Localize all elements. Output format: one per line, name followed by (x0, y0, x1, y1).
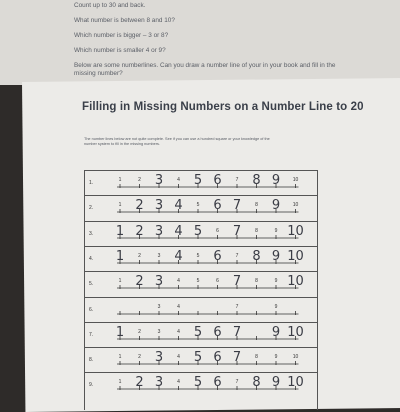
number-line (110, 196, 310, 221)
number-line-row (85, 195, 317, 221)
printed-number: 4 (177, 177, 180, 183)
number-line-row (85, 271, 317, 297)
printed-number: 4 (177, 278, 180, 285)
row-number: 9. (89, 382, 94, 389)
number-line (110, 348, 310, 373)
handwritten-number: 7 (232, 350, 242, 366)
number-line-row (85, 221, 317, 247)
number-line-table (84, 170, 318, 410)
printed-number: 7 (235, 379, 239, 386)
number-line-row (85, 246, 317, 272)
handwritten-number: 3 (154, 173, 164, 188)
printed-number: 5 (196, 252, 200, 259)
printed-number: 4 (177, 303, 180, 310)
printed-number: 10 (292, 202, 299, 209)
printed-number: 1 (118, 202, 122, 209)
printed-number: 3 (157, 303, 161, 310)
handwritten-number: 8 (252, 248, 261, 264)
printed-number: 9 (274, 278, 278, 285)
printed-number: 2 (138, 354, 141, 361)
printed-number: 8 (255, 202, 258, 209)
handwritten-number: 10 (287, 375, 304, 391)
handwritten-number: 8 (252, 375, 261, 391)
row-number: 4. (89, 255, 94, 262)
number-line-graphic (110, 348, 310, 373)
printed-number: 6 (216, 227, 219, 234)
number-line (110, 298, 310, 323)
handwritten-number: 7 (232, 324, 242, 340)
handwritten-number: 9 (271, 248, 281, 264)
handwritten-number: 3 (154, 375, 164, 391)
row-number: 5. (89, 281, 94, 288)
handwritten-number: 6 (213, 324, 222, 340)
handwritten-number: 9 (271, 198, 281, 214)
paper-top-sheet (0, 0, 400, 85)
printed-number: 5 (196, 202, 200, 209)
worksheet-title: Filling in Missing Numbers on a Number Line to 20 (82, 101, 364, 113)
number-line (110, 272, 310, 297)
handwritten-number: 10 (287, 248, 304, 264)
printed-number: 9 (274, 303, 278, 310)
handwritten-number: 7 (232, 198, 242, 214)
handwritten-number: 2 (135, 223, 144, 239)
handwritten-number: 3 (154, 274, 164, 290)
printed-number: 10 (292, 177, 299, 183)
printed-number: 1 (118, 278, 122, 285)
handwritten-number: 4 (174, 198, 183, 214)
number-line (110, 171, 310, 196)
printed-number: 8 (255, 278, 258, 285)
printed-number: 3 (157, 328, 161, 335)
handwritten-number: 3 (154, 198, 164, 214)
handwritten-number: 2 (135, 198, 144, 214)
handwritten-number: 3 (154, 350, 164, 366)
printed-number: 9 (274, 227, 278, 234)
worksheet-instructions (84, 137, 324, 147)
handwritten-number: 3 (154, 223, 164, 239)
instructions-line-1: The number lines below are not quite complete. See if you can use a hundred square or your knowledge of the (84, 137, 270, 141)
number-line-graphic (110, 298, 310, 323)
printed-number: 1 (118, 354, 122, 361)
handwritten-number: 10 (287, 223, 304, 239)
printed-number: 4 (177, 354, 180, 361)
handwritten-number: 4 (174, 223, 183, 239)
handwritten-number: 5 (193, 223, 203, 239)
handwritten-number: 10 (287, 324, 304, 340)
handwritten-number: 2 (135, 375, 144, 391)
question-1: Count up to 30 and back. (74, 2, 146, 9)
printed-number: 2 (138, 328, 141, 335)
question-5-line-2: missing number? (74, 70, 123, 77)
row-number: 6. (89, 306, 94, 313)
handwritten-number: 9 (271, 324, 281, 340)
handwritten-number: 10 (287, 274, 304, 290)
handwritten-number: 5 (193, 324, 203, 340)
question-2: What number is between 8 and 10? (74, 17, 175, 24)
number-line (110, 247, 310, 272)
printed-number: 7 (235, 303, 239, 310)
handwritten-number: 6 (213, 350, 222, 366)
number-line (110, 323, 310, 348)
row-number: 2. (89, 205, 94, 212)
handwritten-number: 6 (213, 248, 222, 264)
number-line (110, 222, 310, 247)
printed-number: 10 (292, 354, 299, 361)
printed-number: 2 (138, 177, 141, 183)
printed-number: 7 (235, 177, 239, 183)
printed-number: 8 (255, 227, 258, 234)
printed-number: 7 (235, 252, 239, 259)
handwritten-number: 6 (213, 173, 222, 188)
question-3: Which number is bigger – 3 or 8? (74, 32, 169, 39)
number-line-row (85, 372, 317, 398)
handwritten-number: 6 (213, 198, 222, 214)
handwritten-number: 7 (232, 223, 242, 239)
printed-number: 5 (196, 278, 200, 285)
row-number: 1. (89, 180, 94, 186)
row-number: 8. (89, 357, 94, 364)
handwritten-number: 8 (252, 173, 261, 188)
handwritten-number: 5 (193, 375, 203, 391)
handwritten-number: 1 (115, 223, 125, 239)
handwritten-number: 2 (135, 274, 144, 290)
printed-number: 4 (177, 379, 180, 386)
handwritten-number: 5 (193, 350, 203, 366)
handwritten-number: 9 (271, 173, 281, 188)
row-number: 3. (89, 230, 94, 237)
number-line (110, 373, 310, 398)
printed-number: 1 (118, 379, 122, 386)
number-line-row (85, 297, 317, 323)
handwritten-number: 4 (174, 248, 183, 264)
instructions-line-2: number system to fill in the missing numbers. (84, 142, 160, 146)
handwritten-number: 5 (193, 173, 203, 188)
printed-number: 2 (138, 252, 141, 259)
number-line-row (85, 347, 317, 373)
handwritten-number: 6 (213, 375, 222, 391)
printed-number: 3 (157, 252, 161, 259)
question-5-line-1: Below are some numberlines. Can you draw a number line of your in your book and fill in the (74, 62, 336, 69)
handwritten-number: 9 (271, 375, 281, 391)
handwritten-number: 1 (115, 324, 125, 340)
printed-number: 8 (255, 354, 258, 361)
number-line-row (85, 170, 317, 196)
printed-number: 6 (216, 278, 219, 285)
question-4: Which number is smaller 4 or 9? (74, 47, 166, 54)
handwritten-number: 1 (115, 248, 125, 264)
row-number: 7. (89, 331, 94, 338)
printed-number: 9 (274, 354, 278, 361)
printed-number: 1 (118, 177, 122, 183)
number-line-row (85, 322, 317, 348)
handwritten-number: 7 (232, 274, 242, 290)
printed-number: 4 (177, 328, 180, 335)
